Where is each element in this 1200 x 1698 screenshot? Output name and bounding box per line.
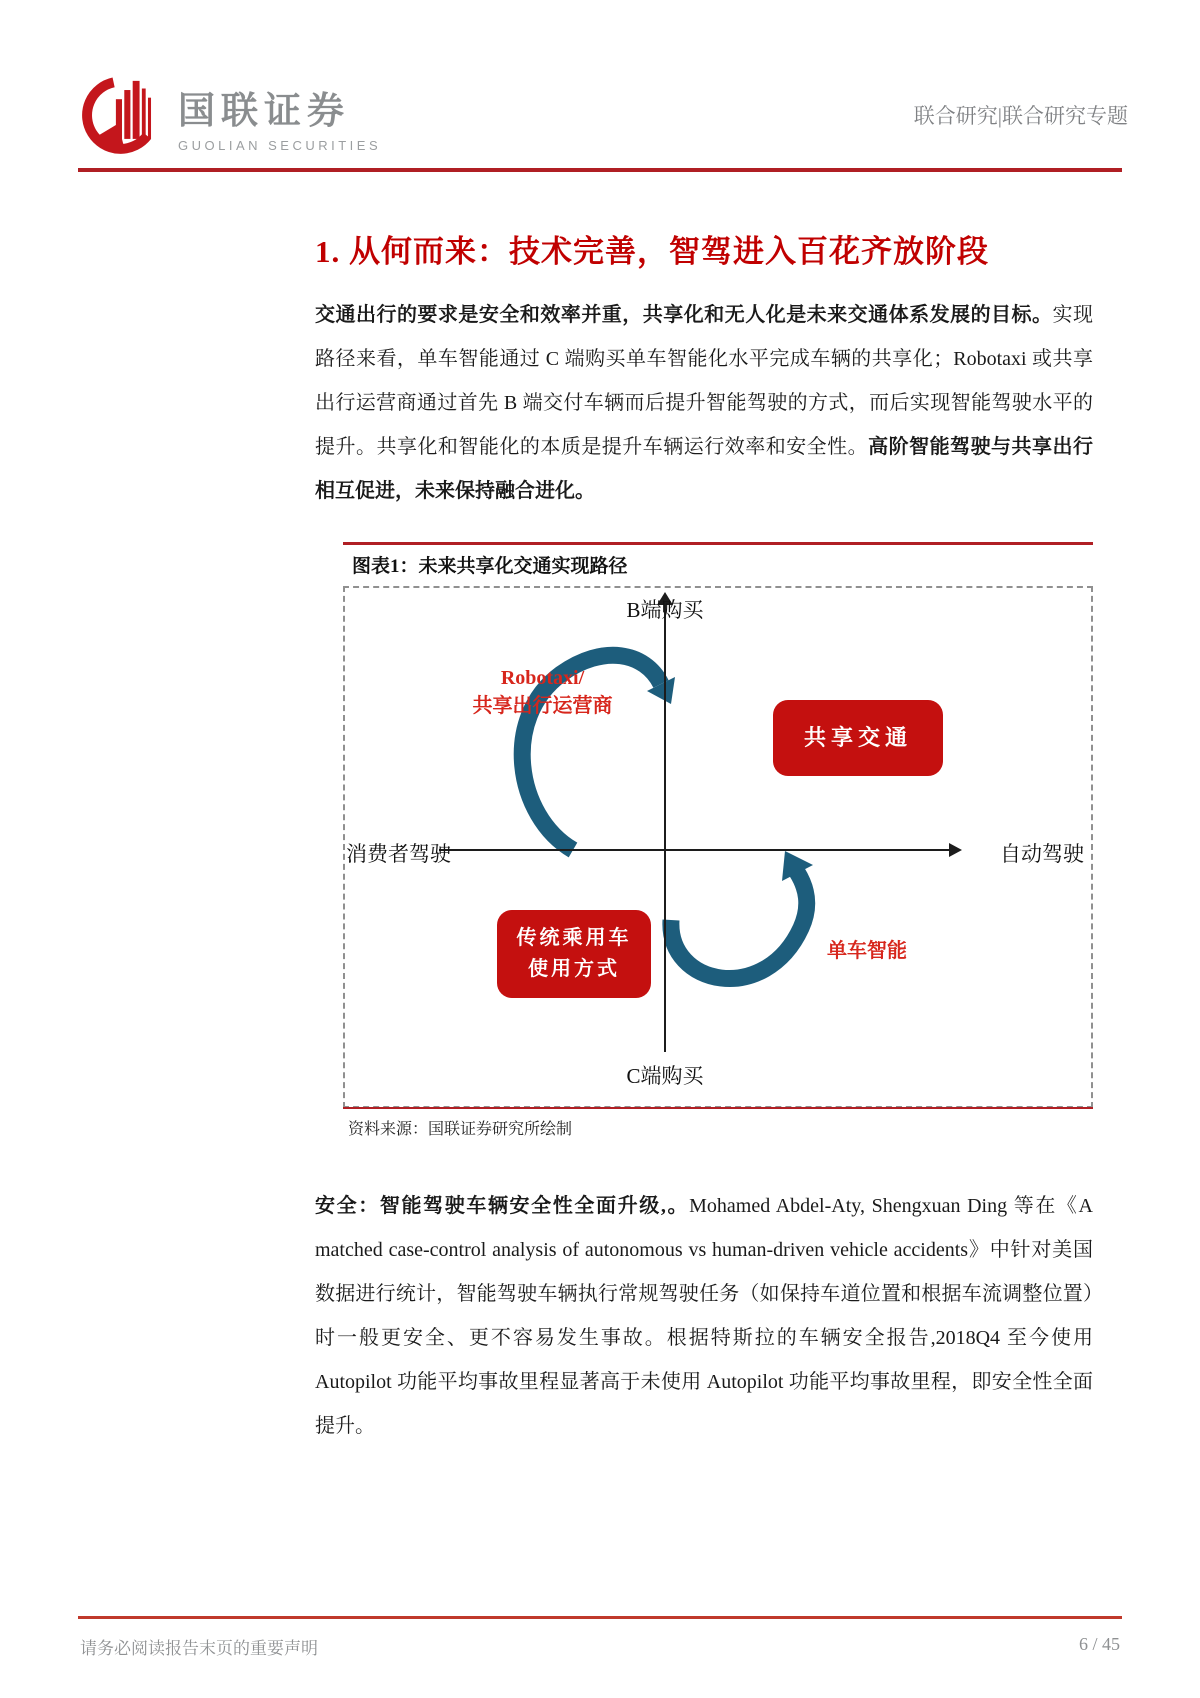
guolian-logo-icon — [80, 72, 164, 160]
figure-source: 资料来源：国联证券研究所绘制 — [348, 1121, 573, 1138]
axis-label-b-side: B端购买 — [626, 598, 704, 622]
footer-disclaimer: 请务必阅读报告末页的重要声明 — [80, 1639, 318, 1658]
logo-text — [178, 80, 381, 153]
report-series-label: 联合研究|联合研究专题 — [913, 104, 1128, 128]
paragraph-intro — [315, 293, 1093, 513]
traditional-car-box — [497, 910, 651, 998]
paragraph-intro-bold-lead: 交通出行的要求是安全和效率并重，共享化和无人化是未来交通体系发展的目标。 — [315, 304, 1053, 326]
logo-name-cn: 国联证券 — [178, 89, 350, 131]
paragraph-intro-bold-tail: 高阶智能驾驶与共享出行相互促进，未来保持融合进化。 — [315, 436, 1094, 502]
horizontal-axis-arrow-icon — [949, 843, 962, 857]
traditional-car-box-line2: 使用方式 — [528, 958, 620, 980]
figure-bottom-rule — [343, 1107, 1093, 1109]
header-divider — [78, 168, 1122, 172]
traditional-car-box-line1: 传统乘用车 — [516, 927, 632, 949]
company-logo — [80, 72, 381, 160]
paragraph-safety-bold-lead: 安全：智能驾驶车辆安全性全面升级,。 — [315, 1195, 690, 1217]
footer-divider — [78, 1616, 1122, 1619]
section-title: 1. 从何而来：技术完善，智驾进入百花齐放阶段 — [315, 234, 989, 269]
axis-label-c-side: C端购买 — [626, 1064, 704, 1088]
curved-arrow-lower-right — [671, 851, 813, 979]
horizontal-axis — [439, 849, 953, 851]
robotaxi-label-line1: Robotaxi/ — [500, 667, 585, 689]
figure-top-rule — [343, 542, 1093, 545]
single-vehicle-intelligence-label: 单车智能 — [827, 940, 907, 962]
quadrant-diagram — [343, 586, 1093, 1108]
vertical-axis — [664, 602, 666, 1052]
paragraph-intro-body: 实现路径来看，单车智能通过 C 端购买单车智能化水平完成车辆的共享化；Robotaxi 或共享出行运营商通过首先 B 端交付车辆而后提升智能驾驶的方式，而后实现智能驾驶水平的提升。共享化和智能化的本质是提升车辆运行效率和安全性。 — [315, 304, 1094, 458]
axis-label-consumer-driving: 消费者驾驶 — [346, 842, 451, 866]
figure-title: 图表1：未来共享化交通实现路径 — [352, 556, 628, 577]
logo-name-en: GUOLIAN SECURITIES — [178, 137, 382, 153]
robotaxi-label-line2: 共享出行运营商 — [472, 695, 613, 717]
robotaxi-label — [445, 664, 640, 720]
axis-label-autonomous-driving: 自动驾驶 — [1000, 842, 1084, 866]
paragraph-safety — [315, 1184, 1093, 1448]
shared-transport-box: 共享交通 — [773, 700, 943, 776]
footer-page-number: 6 / 45 — [1078, 1634, 1120, 1654]
paragraph-safety-body: Mohamed Abdel-Aty, Shengxuan Ding 等在《A matched case-control analysis of autonomous vs human-driven vehicle accidents》中针对美国数据进行统计，智能驾驶车辆执行常规驾驶任务（如保持车道位置和根据车流调整位置）时一般更安全、更不容易发生事故。根据特斯拉的车辆安全报告,2018Q4 至今使用 Autopilot 功能平均事故里程显著高于未使用 Autopilot 功能平均事故里程，即安全性全面提升。 — [315, 1195, 1093, 1437]
